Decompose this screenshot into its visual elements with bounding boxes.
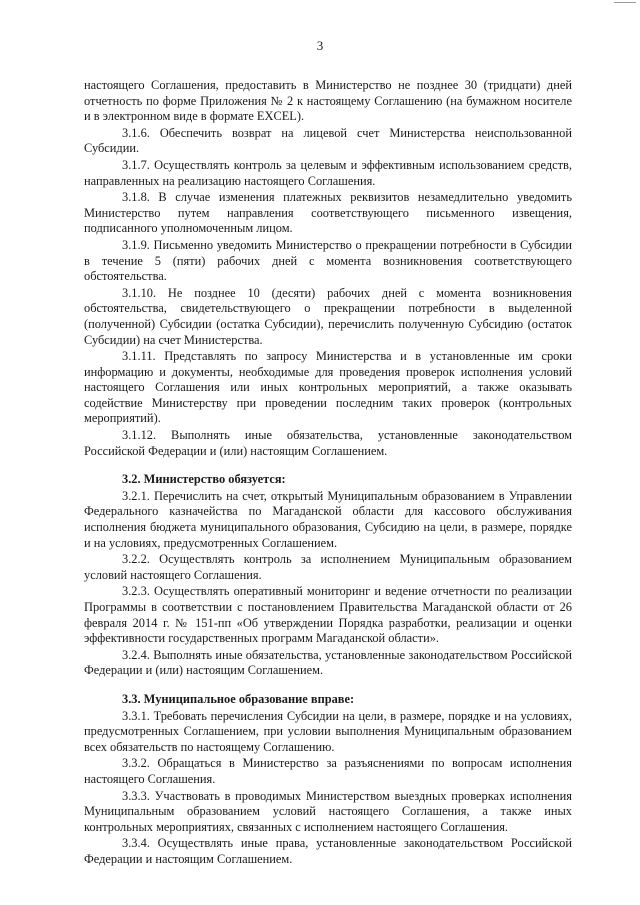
paragraph-continued: настоящего Соглашения, предоставить в Министерство не позднее 30 (тридцати) дней отчетность по форме Приложения № 2 к настоящему Соглашению (на бумажном носителе и в электронном виде в формате EXCEL). (84, 78, 572, 124)
page-number: 3 (316, 38, 324, 53)
corner-mark (614, 2, 636, 3)
clause-3-2-2: 3.2.2. Осуществлять контроль за исполнением Муниципальным образованием условий настоящего Соглашения. (84, 552, 572, 582)
clause-3-3-4: 3.3.4. Осуществлять иные права, установленные законодательством Российской Федерации и настоящим Соглашением. (84, 836, 572, 866)
document-body (84, 78, 572, 869)
clause-3-1-9: 3.1.9. Письменно уведомить Министерство о прекращении потребности в Субсидии в течение 5 (пяти) рабочих дней с момента возникновения соответствующего обстоятельства. (84, 237, 572, 284)
clause-3-1-8: 3.1.8. В случае изменения платежных реквизитов незамедлительно уведомить Министерство путем направления соответствующего письменного извещения, подписанного уполномоченным лицом. (84, 190, 572, 236)
clause-3-2-3: 3.2.3. Осуществлять оперативный мониторинг и ведение отчетности по реализации Программы в соответствии с постановлением Правительства Магаданской области от 26 февраля 2014 г. № 151-пп «Об утверждении Порядка разработки, реализации и оценки эффективности государственных программ Магаданской области». (84, 584, 572, 646)
clause-3-3-3: 3.3.3. Участвовать в проводимых Министерством выездных проверках исполнения Муниципальным образованием условий настоящего Соглашения, а также иных контрольных мероприятиях, связанных с исполнением настоящего Соглашения. (84, 788, 572, 834)
clause-3-1-11: 3.1.11. Представлять по запросу Министерства и в установленные им сроки информацию и документы, необходимые для проведения проверок исполнения условий настоящего Соглашения или иных контрольных мероприятий, а также оказывать содействие Министерству при проведении последним таких проверок (контрольных мероприятий). (84, 349, 572, 426)
clause-3-2-4: 3.2.4. Выполнять иные обязательства, установленные законодательством Российской Федерации и (или) настоящим Соглашением. (84, 647, 572, 678)
clause-3-1-10: 3.1.10. Не позднее 10 (десяти) рабочих дней с момента возникновения обстоятельства, свидетельствующего о прекращении потребности в выделенной (полученной) Субсидии (остатка Субсидии), перечислить полученную Субсидию (остаток Субсидии) на счет Министерства. (84, 285, 572, 347)
section-heading-3-2: 3.2. Министерство обязуется: (122, 472, 286, 487)
clause-3-3-2: 3.3.2. Обращаться в Министерство за разъяснениями по вопросам исполнения настоящего Соглашения. (84, 756, 572, 786)
clause-3-1-12: 3.1.12. Выполнять иные обязательства, установленные законодательством Российской Федерации и (или) настоящим Соглашением. (84, 428, 572, 458)
clause-3-2-1: 3.2.1. Перечислить на счет, открытый Муниципальным образованием в Управлении Федерального казначейства по Магаданской области для кассового обслуживания исполнения бюджета муниципального образования, Субсидию на цели, в размере, порядке и на условиях, предусмотренных Соглашением. (84, 488, 572, 550)
clause-3-3-1: 3.3.1. Требовать перечисления Субсидии на цели, в размере, порядке и на условиях, предусмотренных Соглашением, при условии выполнения Муниципальным образованием всех обязательств по настоящему Соглашению. (84, 708, 572, 754)
clause-3-1-6: 3.1.6. Обеспечить возврат на лицевой счет Министерства неиспользованной Субсидии. (84, 125, 572, 156)
clause-3-1-7: 3.1.7. Осуществлять контроль за целевым и эффективным использованием средств, направленных на реализацию настоящего Соглашения. (84, 157, 572, 188)
section-heading-3-3: 3.3. Муниципальное образование вправе: (122, 691, 355, 706)
